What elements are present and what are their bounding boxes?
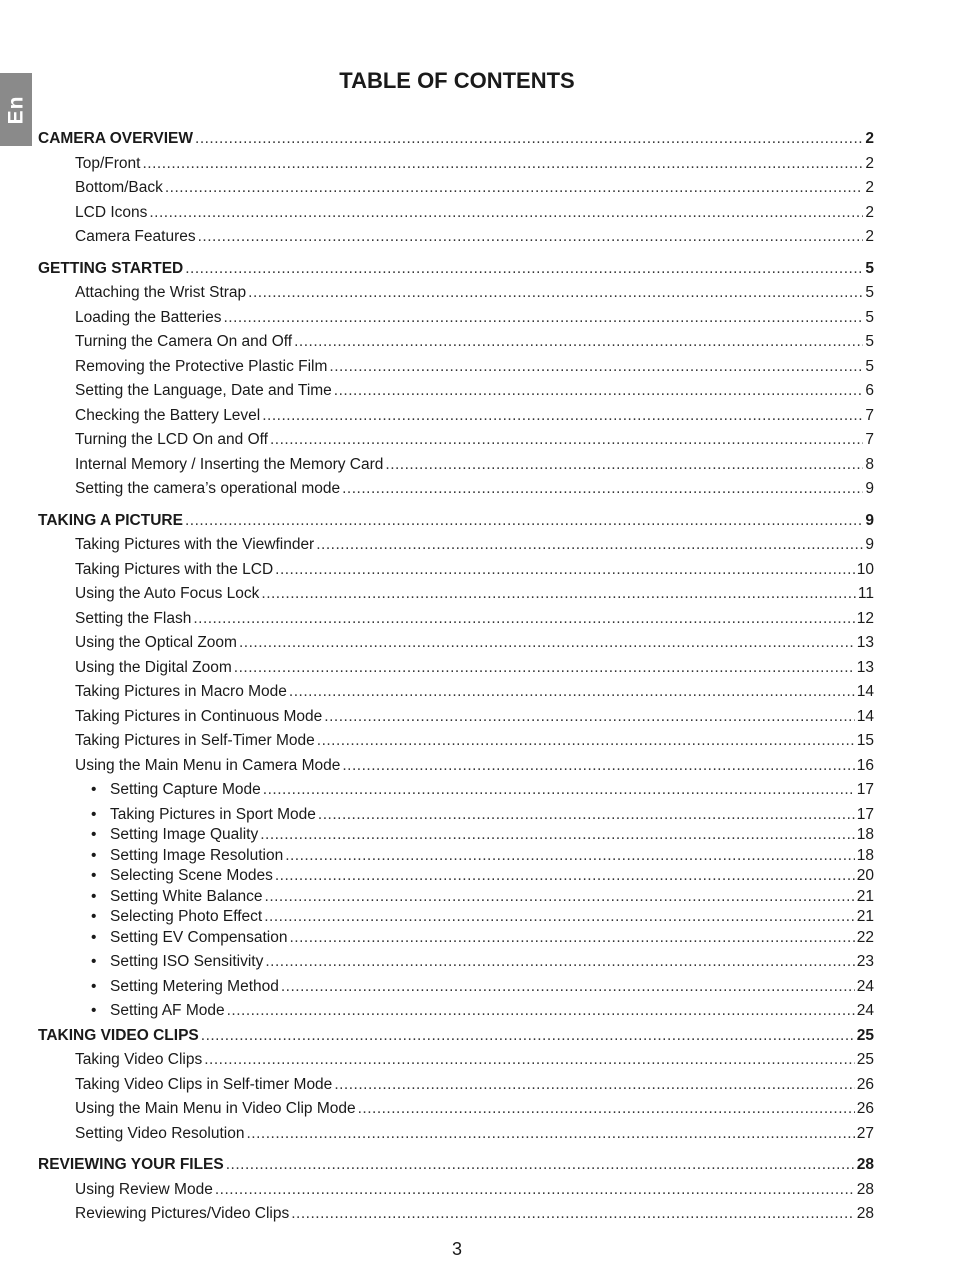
toc-entry-bullet: [38, 928, 874, 947]
dot-leader: [185, 511, 863, 530]
toc-entry-section: [38, 129, 874, 148]
dot-leader: [275, 560, 855, 579]
dot-leader: [248, 283, 863, 302]
toc-entry-title: Using the Optical Zoom: [75, 634, 237, 651]
page-title: TABLE OF CONTENTS: [339, 68, 575, 93]
language-tab-label: En: [4, 95, 27, 124]
dot-leader: [198, 227, 864, 246]
toc-entry-title: Taking Pictures in Macro Mode: [75, 683, 287, 700]
toc-entry-sub: [38, 308, 874, 327]
toc-entry-page: 20: [856, 867, 874, 884]
toc-entry-page: 16: [856, 756, 874, 774]
toc-entry-sub: [38, 1099, 874, 1118]
toc-entry-page: 25: [856, 1026, 874, 1044]
toc-entry-title: • Setting Image Resolution: [91, 846, 283, 865]
toc-entry-page: 11: [857, 585, 874, 602]
toc-entry-title: Setting the Language, Date and Time: [75, 382, 332, 399]
toc-entry-title: Using Review Mode: [75, 1180, 213, 1198]
toc-entry-page: 13: [856, 634, 874, 651]
toc-entry-sub: [38, 357, 874, 376]
toc-entry-title: • Selecting Scene Modes: [91, 866, 273, 885]
toc-entry-title: • Setting Image Quality: [91, 825, 258, 844]
toc-entry-sub: [38, 1050, 874, 1069]
toc-entry-title: • Setting ISO Sensitivity: [91, 952, 263, 971]
dot-leader: [317, 731, 855, 750]
dot-leader: [270, 430, 863, 449]
toc-entry-title: Turning the LCD On and Off: [75, 431, 268, 448]
toc-entry-bullet: [38, 952, 874, 971]
toc-entry-sub: [38, 283, 874, 302]
toc-entry-section: [38, 1026, 874, 1045]
toc-entry-page: 5: [865, 308, 874, 326]
toc-entry-title: • Setting Metering Method: [91, 977, 279, 996]
toc-entry-title: REVIEWING YOUR FILES: [38, 1156, 224, 1173]
toc-entry-page: 5: [865, 284, 874, 301]
dot-leader: [262, 406, 863, 425]
dot-leader: [289, 682, 855, 701]
dot-leader: [281, 977, 855, 996]
toc-entry-page: 17: [856, 805, 874, 823]
dot-leader: [334, 381, 864, 400]
dot-leader: [215, 1180, 855, 1199]
dot-leader: [239, 633, 855, 652]
toc-entry-page: 2: [865, 203, 874, 221]
dot-leader: [226, 1155, 855, 1174]
toc-entry-title: Top/Front: [75, 154, 141, 172]
toc-entry-title: Attaching the Wrist Strap: [75, 284, 247, 301]
dot-leader: [195, 129, 863, 148]
toc-entry-page: 24: [856, 1002, 874, 1019]
toc-entry-title: Bottom/Back: [75, 179, 163, 196]
toc-entry-page: 7: [865, 431, 874, 448]
toc-entry-page: 14: [856, 683, 874, 700]
toc-entry-sub: [38, 332, 874, 351]
toc-entry-page: 26: [856, 1100, 874, 1117]
toc-entry-page: 7: [865, 406, 874, 424]
toc-entry-sub: [38, 731, 874, 750]
toc-entry-page: 23: [856, 953, 874, 970]
toc-entry-page: 2: [865, 228, 874, 245]
toc-entry-page: 9: [865, 480, 874, 497]
toc-entry-sub: [38, 178, 874, 197]
toc-entry-page: 5: [865, 333, 874, 350]
toc-entry-sub: [38, 1124, 874, 1143]
toc-entry-bullet: [38, 866, 874, 885]
toc-entry-page: 15: [856, 732, 874, 749]
toc-entry-page: 21: [856, 887, 874, 905]
dot-leader: [334, 1075, 854, 1094]
dot-leader: [358, 1099, 855, 1118]
toc-entry-title: • Selecting Photo Effect: [91, 907, 262, 926]
dot-leader: [385, 455, 863, 474]
dot-leader: [234, 658, 855, 677]
toc-entry-page: 21: [856, 908, 874, 925]
toc-entry-title: Loading the Batteries: [75, 308, 222, 326]
toc-entry-section: [38, 1155, 874, 1174]
toc-entry-title: Checking the Battery Level: [75, 406, 261, 424]
dot-leader: [263, 780, 855, 799]
toc-entry-title: Setting the Flash: [75, 609, 192, 627]
dot-leader: [265, 887, 855, 906]
dot-leader: [204, 1050, 855, 1069]
toc-entry-sub: [38, 154, 874, 173]
toc-entry-title: LCD Icons: [75, 203, 148, 221]
toc-entry-title: Using the Auto Focus Lock: [75, 585, 260, 602]
toc-entry-page: 25: [856, 1051, 874, 1068]
toc-entry-page: 24: [856, 977, 874, 995]
dot-leader: [149, 203, 863, 222]
toc-entry-page: 18: [856, 826, 874, 843]
toc-entry-bullet: [38, 780, 874, 799]
dot-leader: [201, 1026, 855, 1045]
toc-entry-title: • Taking Pictures in Sport Mode: [91, 805, 316, 824]
toc-entry-title: Setting the camera’s operational mode: [75, 480, 341, 497]
toc-entry-page: 28: [856, 1156, 874, 1173]
page-number: 3: [451, 1239, 462, 1259]
toc-entry-bullet: [38, 805, 874, 824]
toc-entry-title: • Setting White Balance: [91, 887, 263, 906]
toc-entry-sub: [38, 227, 874, 246]
toc-entry-sub: [38, 1204, 874, 1223]
toc-entry-sub: [38, 381, 874, 400]
toc-entry-bullet: [38, 1001, 874, 1020]
toc-entry-sub: [38, 1180, 874, 1199]
toc-entry-sub: [38, 455, 874, 474]
dot-leader: [342, 756, 854, 775]
toc-entry-title: Taking Video Clips in Self-timer Mode: [75, 1075, 333, 1093]
toc-entry-page: 9: [865, 536, 874, 553]
toc-entry-sub: [38, 203, 874, 222]
toc-entry-title: Taking Pictures with the Viewfinder: [75, 536, 315, 553]
toc-entry-section: [38, 259, 874, 278]
toc-entry-page: 8: [865, 455, 874, 473]
dot-leader: [275, 866, 855, 885]
toc-entry-sub: [38, 609, 874, 628]
toc-entry-sub: [38, 479, 874, 498]
toc-entry-page: 13: [856, 658, 874, 676]
toc-entry-title: • Setting AF Mode: [91, 1001, 225, 1020]
toc-entry-sub: [38, 560, 874, 579]
dot-leader: [165, 178, 864, 197]
toc-entry-page: 14: [856, 707, 874, 725]
toc-entry-page: 6: [865, 382, 874, 399]
toc-entry-title: • Setting EV Compensation: [91, 928, 288, 947]
toc-entry-page: 22: [856, 928, 874, 946]
toc-entry-title: Taking Pictures with the LCD: [75, 560, 274, 578]
toc-entry-title: Taking Pictures in Self-Timer Mode: [75, 732, 315, 749]
toc-entry-title: Using the Digital Zoom: [75, 658, 232, 676]
dot-leader: [285, 846, 855, 865]
toc-entry-bullet: [38, 846, 874, 865]
dot-leader: [291, 1204, 855, 1223]
toc-entry-sub: [38, 707, 874, 726]
dot-leader: [264, 907, 855, 926]
toc-entry-page: 18: [856, 846, 874, 864]
toc-entry-sub: [38, 633, 874, 652]
toc-entry-title: TAKING VIDEO CLIPS: [38, 1026, 199, 1044]
toc-entry-page: 5: [865, 259, 874, 277]
toc-entry-title: Internal Memory / Inserting the Memory Card: [75, 455, 384, 473]
toc-entry-bullet: [38, 887, 874, 906]
toc-entry-title: Removing the Protective Plastic Film: [75, 357, 328, 375]
dot-leader: [246, 1124, 854, 1143]
dot-leader: [324, 707, 854, 726]
toc-entry-sub: [38, 1075, 874, 1094]
toc-entry-page: 10: [856, 560, 874, 578]
dot-leader: [265, 952, 854, 971]
dot-leader: [290, 928, 855, 947]
dot-leader: [261, 584, 856, 603]
toc-entry-section: [38, 511, 874, 530]
dot-leader: [316, 535, 863, 554]
dot-leader: [294, 332, 863, 351]
toc-entry-page: 28: [856, 1205, 874, 1222]
toc-entry-title: Taking Pictures in Continuous Mode: [75, 707, 323, 725]
toc-entry-title: • Setting Capture Mode: [91, 780, 261, 799]
toc-entry-sub: [38, 682, 874, 701]
toc-entry-title: Reviewing Pictures/Video Clips: [75, 1205, 290, 1222]
toc-entry-sub: [38, 658, 874, 677]
toc-entry-sub: [38, 535, 874, 554]
toc-entry-title: Taking Video Clips: [75, 1051, 203, 1068]
toc-entry-page: 26: [856, 1075, 874, 1093]
toc-entry-page: 27: [856, 1124, 874, 1142]
dot-leader: [227, 1001, 855, 1020]
dot-leader: [318, 805, 855, 824]
toc-entry-page: 2: [865, 154, 874, 172]
toc-entry-title: Turning the Camera On and Off: [75, 333, 293, 350]
toc-entry-bullet: [38, 825, 874, 844]
dot-leader: [224, 308, 864, 327]
dot-leader: [185, 259, 863, 278]
toc-entry-page: 5: [865, 357, 874, 375]
toc-entry-title: Using the Main Menu in Camera Mode: [75, 756, 341, 774]
dot-leader: [193, 609, 854, 628]
toc-entry-sub: [38, 430, 874, 449]
table-of-contents: [38, 129, 874, 1223]
toc-entry-title: Setting Video Resolution: [75, 1124, 245, 1142]
toc-entry-page: 2: [865, 130, 874, 147]
dot-leader: [329, 357, 863, 376]
toc-entry-page: 17: [856, 781, 874, 798]
toc-entry-sub: [38, 406, 874, 425]
toc-entry-title: Using the Main Menu in Video Clip Mode: [75, 1100, 356, 1117]
toc-entry-page: 12: [856, 609, 874, 627]
toc-entry-sub: [38, 756, 874, 775]
toc-entry-title: CAMERA OVERVIEW: [38, 130, 194, 147]
dot-leader: [142, 154, 863, 173]
toc-entry-title: Camera Features: [75, 228, 196, 245]
toc-entry-page: 28: [856, 1180, 874, 1198]
toc-entry-bullet: [38, 977, 874, 996]
toc-entry-title: TAKING A PICTURE: [38, 511, 183, 529]
toc-entry-page: 9: [865, 511, 874, 529]
dot-leader: [342, 479, 863, 498]
toc-entry-title: GETTING STARTED: [38, 259, 184, 277]
toc-entry-sub: [38, 584, 874, 603]
dot-leader: [260, 825, 855, 844]
toc-entry-bullet: [38, 907, 874, 926]
toc-entry-page: 2: [865, 179, 874, 196]
